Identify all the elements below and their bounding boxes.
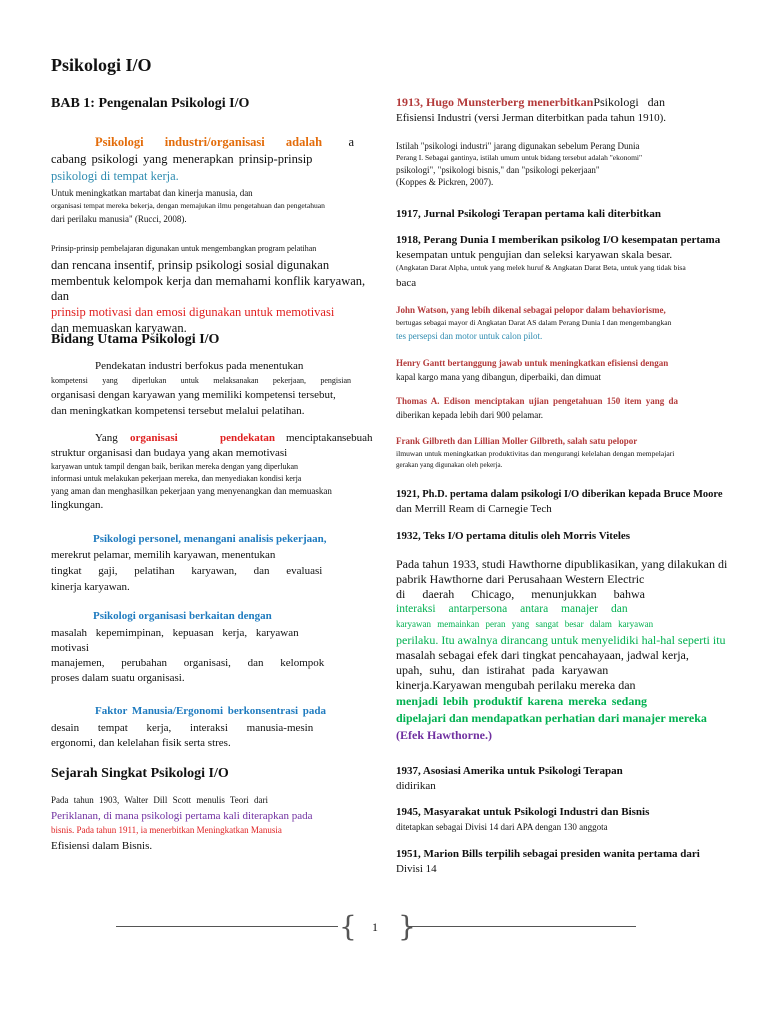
bab1-heading: BAB 1: Pengenalan Psikologi I/O	[51, 96, 250, 111]
event-1937: 1937, Asosiasi Amerika untuk Psikologi Terapan didirikan	[396, 765, 623, 792]
watson-paragraph: John Watson, yang lebih dikenal sebagai pelopor dalam behaviorisme, bertugas sebagai mayor di Angkatan Darat AS dalam Perang Dunia I dan mengembangkan tes persepsi dan motor untuk calon pilot.	[396, 305, 672, 341]
intro-highlight: Psikologi industri/organisasi adalah	[95, 135, 323, 149]
event-1921: 1921, Ph.D. pertama dalam psikologi I/O diberikan kepada Bruce Moore dan Merrill Ream di Carnegie Tech	[396, 489, 723, 515]
gilbreth-paragraph: Frank Gilbreth dan Lillian Moller Gilbreth, salah satu pelopor ilmuwan untuk meningkatkan produktivitas dan mengurangi kelelahan dengan mempelajari gerakan yang digunakan oleh pekerja.	[396, 436, 675, 469]
hawthorne-paragraph: Pada tahun 1933, studi Hawthorne dipublikasikan, yang dilakukan di pabrik Hawthorne dari Perusahaan Western Electric di daerah Chicago, menunjukkan bahwa interaksi antarpersona antara manajer dan karyawan memainkan peran yang sangat besar dalam karyawan perilaku. Itu awalnya dirancang untuk menyelidiki hal-hal seperti itu masalah sebagai efek dari tingkat pencahayaan, jadwal kerja, upah, suhu, dan istirahat pada karyawan kinerja.Karyawan mengubah perilaku mereka dan menjadi lebih produktif karena mereka sedang dipelajari dan mendapatkan perhatian dari manajer mereka (Efek Hawthorne.)	[396, 557, 728, 742]
edison-paragraph: Thomas A. Edison menciptakan ujian pengetahuan 150 item yang da diberikan kepada lebih dari 900 pelamar.	[396, 396, 679, 420]
bidang-paragraph-2: Yang organisasi pendekatan menciptakan sebuah struktur organisasi dan budaya yang akan memotivasi karyawan untuk tampil dengan baik, berikan mereka dengan yang diperlukan informasi untuk melakukan pekerjaan mereka, dan menyediakan kondisi kerja yang aman dan menghasilkan pekerjaan yang menyenangkan dan memuaskan lingkungan.	[51, 432, 373, 511]
bab1-intro: Psikologi industri/organisasi adalah a cabang psikologi yang menerapkan prinsip-prinsip psikologi di tempat kerja. Untuk meningkatkan martabat dan kinerja manusia, dan organisasi tempat mereka bekerja, dengan memajukan ilmu pengetahuan dan pengetahuan dari perilaku manusia" (Rucci, 2008).	[51, 135, 354, 224]
faktor-section: Faktor Manusia/Ergonomi berkonsentrasi pada desain tempat kerja, interaksi manusia-mesin ergonomi, dan kelelahan fisik serta stres.	[51, 705, 327, 749]
page-number: 1	[372, 920, 378, 934]
bidang-heading: Bidang Utama Psikologi I/O	[51, 332, 220, 347]
footer-rule-right	[408, 926, 636, 927]
sejarah-heading: Sejarah Singkat Psikologi I/O	[51, 766, 229, 781]
event-1917: 1917, Jurnal Psikologi Terapan pertama kali diterbitkan	[396, 208, 661, 220]
page-title: Psikologi I/O	[51, 55, 152, 75]
event-1945: 1945, Masyarakat untuk Psikologi Industri dan Bisnis ditetapkan sebagai Divisi 14 dari APA dengan 130 anggota	[396, 806, 650, 832]
footer-bracket-right-icon: }	[398, 910, 416, 943]
event-1913: 1913, Hugo Munsterberg menerbitkanPsikologi dan Efisiensi Industri (versi Jerman diterbitkan pada tahun 1910).	[396, 95, 667, 124]
personel-section: Psikologi personel, menangani analisis pekerjaan, merekrut pelamar, memilih karyawan, menentukan tingkat gaji, pelatihan karyawan, dan evaluasi kinerja karyawan.	[51, 533, 327, 593]
bab1-paragraph-2: Prinsip-prinsip pembelajaran digunakan untuk mengembangkan program pelatihan dan rencana insentif, prinsip psikologi sosial digunakan membentuk kelompok kerja dan memahami konflik karyawan, dan prinsip motivasi dan emosi digunakan untuk memotivasi dan memuaskan karyawan.	[51, 244, 366, 335]
event-1951: 1951, Marion Bills terpilih sebagai presiden wanita pertama dari Divisi 14	[396, 848, 700, 875]
event-1918: 1918, Perang Dunia I memberikan psikolog I/O kesempatan pertama kesempatan untuk pengujian dan seleksi karyawan skala besar. (Angkatan Darat Alpha, untuk yang melek huruf & Angkatan Darat Beta, untuk yang tidak bisa baca	[396, 234, 721, 289]
bidang-paragraph-1: Pendekatan industri berfokus pada menentukan kompetensi yang diperlukan untuk melaksanakan pekerjaan, pengisian organisasi dengan karyawan yang memiliki kompetensi tersebut, dan meningkatkan kompetensi tersebut melalui pelatihan.	[51, 360, 351, 417]
footer-rule-left	[116, 926, 338, 927]
event-1932: 1932, Teks I/O pertama ditulis oleh Morris Viteles	[396, 530, 631, 542]
istilah-paragraph: Istilah "psikologi industri" jarang digunakan sebelum Perang Dunia Perang I. Sebagai gantinya, istilah umum untuk bidang tersebut adalah "ekonomi" psikologi", "psikologi bisnis," dan "psikologi pekerjaan" (Koppes & Pickren, 2007).	[396, 141, 643, 187]
sejarah-paragraph: Pada tahun 1903, Walter Dill Scott menulis Teori dari Periklanan, di mana psikologi pertama kali diterapkan pada bisnis. Pada tahun 1911, ia menerbitkan Meningkatkan Manusia Efisiensi dalam Bisnis.	[51, 795, 313, 852]
organisasi-section: Psikologi organisasi berkaitan dengan masalah kepemimpinan, kepuasan kerja, karyawan motivasi manajemen, perubahan organisasi, dan kelompok proses dalam suatu organisasi.	[51, 610, 325, 684]
footer-bracket-left-icon: {	[339, 910, 357, 943]
gantt-paragraph: Henry Gantt bertanggung jawab untuk meningkatkan efisiensi dengan kapal kargo mana yang dibangun, diperbaiki, dan dimuat	[396, 358, 669, 382]
